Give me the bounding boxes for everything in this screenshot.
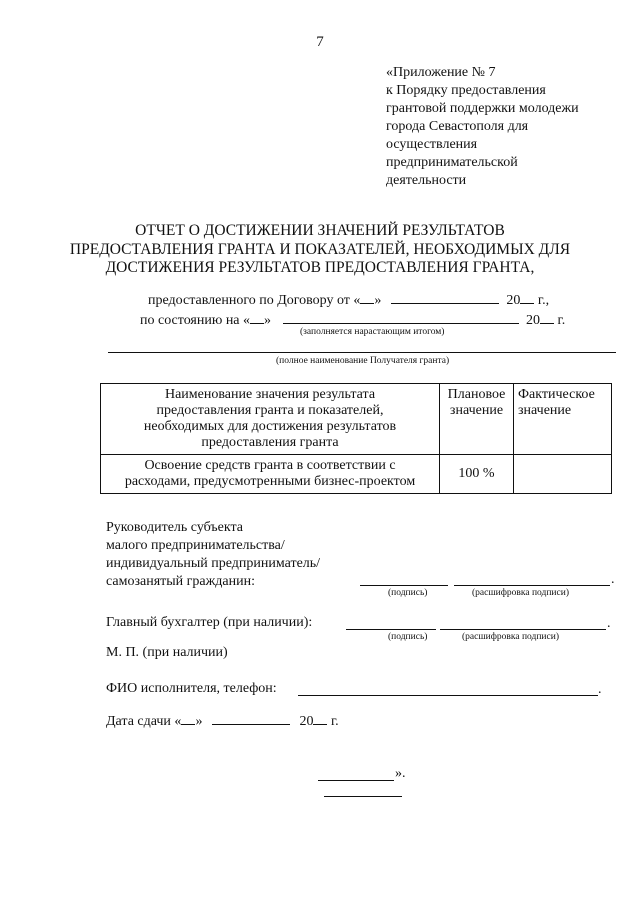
title-line: ОТЧЕТ О ДОСТИЖЕНИИ ЗНАЧЕНИЙ РЕЗУЛЬТАТОВ [135, 222, 505, 239]
contract-year-suffix: г., [537, 293, 550, 308]
header-actual [514, 384, 612, 455]
accountant-decode-field[interactable] [440, 629, 606, 630]
status-year-suffix: г. [557, 313, 566, 328]
status-year-prefix: 20 [526, 313, 541, 328]
submission-date-line [106, 711, 339, 730]
accountant-sign-label: (подпись) [388, 632, 428, 642]
contract-year-field[interactable] [520, 290, 534, 304]
row-planned-value: 100 % [440, 455, 514, 494]
appendix-line: деятельности [386, 173, 467, 188]
appendix-line: города Севастополя для [386, 119, 529, 134]
date-day-field[interactable] [181, 711, 195, 725]
document-title [0, 222, 640, 278]
head-decode-field[interactable] [454, 585, 610, 586]
header-text: Фактическое [518, 387, 595, 402]
table-row [101, 455, 612, 494]
recipient-field[interactable] [108, 352, 616, 353]
status-note: (заполняется нарастающим итогом) [300, 327, 445, 337]
status-prefix: по состоянию на « [140, 313, 251, 328]
head-signature-field[interactable] [360, 585, 448, 586]
accountant-end-dot: . [607, 616, 611, 631]
title-line: ПРЕДОСТАВЛЕНИЯ ГРАНТА И ПОКАЗАТЕЛЕЙ, НЕОБХОДИМЫХ ДЛЯ [69, 240, 571, 258]
header-planned [440, 384, 514, 455]
date-year-prefix: 20 [299, 714, 314, 729]
contract-day-field[interactable] [360, 290, 374, 304]
date-month-field[interactable] [212, 711, 290, 725]
header-text: предоставления гранта [201, 435, 339, 450]
contract-line [148, 290, 549, 309]
date-year-field[interactable] [313, 711, 327, 725]
header-text: Наименование значения результата [164, 387, 376, 402]
header-text: Плановое [447, 387, 506, 402]
head-label-line: самозанятый гражданин: [106, 574, 255, 589]
header-text: значение [449, 403, 504, 418]
head-label-line: малого предпринимательства/ [106, 538, 285, 553]
appendix-line: к Порядку предоставления [386, 83, 546, 98]
accountant-label: Главный бухгалтер (при наличии): [106, 615, 313, 630]
appendix-header [386, 64, 579, 190]
appendix-line: предпринимательской [386, 155, 518, 170]
header-indicator-name [101, 384, 440, 455]
accountant-signature-field[interactable] [346, 629, 436, 630]
accountant-decode-label: (расшифровка подписи) [462, 632, 559, 642]
closing-quote: ». [395, 766, 406, 781]
status-quote-close: » [264, 313, 272, 328]
recipient-note: (полное наименование Получателя гранта) [276, 356, 450, 366]
appendix-line: осуществления [386, 137, 478, 152]
stamp-label: М. П. (при наличии) [106, 645, 228, 660]
executor-label: ФИО исполнителя, телефон: [106, 681, 277, 696]
status-year-field[interactable] [540, 310, 554, 324]
cell-text: Освоение средств гранта в соответствии с [144, 458, 396, 473]
closing-separator [324, 796, 402, 797]
header-text: предоставления гранта и показателей, [156, 403, 384, 418]
appendix-line: грантовой поддержки молодежи [386, 101, 579, 116]
executor-end-dot: . [598, 682, 602, 697]
table-header-row [101, 384, 612, 455]
row-actual-value[interactable] [514, 455, 612, 494]
contract-month-field[interactable] [391, 290, 499, 304]
status-day-field[interactable] [250, 310, 264, 324]
head-label-line: индивидуальный предприниматель/ [106, 556, 321, 571]
executor-field[interactable] [298, 695, 598, 696]
row-indicator-name [101, 455, 440, 494]
head-signature-block [106, 519, 320, 591]
date-prefix: Дата сдачи « [106, 714, 182, 729]
header-text: значение [518, 403, 572, 418]
date-quote-close: » [195, 714, 203, 729]
cell-text: расходами, предусмотренными бизнес-проектом [124, 474, 416, 489]
title-line: ДОСТИЖЕНИЯ РЕЗУЛЬТАТОВ ПРЕДОСТАВЛЕНИЯ ГРАНТА, [105, 259, 535, 276]
head-sign-label: (подпись) [388, 588, 428, 598]
head-end-dot: . [611, 572, 615, 587]
page-number: 7 [316, 34, 324, 50]
contract-year-prefix: 20 [506, 293, 521, 308]
contract-prefix: предоставленного по Договору от « [148, 293, 361, 308]
head-decode-label: (расшифровка подписи) [472, 588, 569, 598]
header-text: необходимых для достижения результатов [143, 419, 397, 434]
contract-quote-close: » [374, 293, 382, 308]
appendix-line: «Приложение № 7 [386, 65, 496, 80]
results-table [100, 383, 612, 494]
closing-line [318, 780, 394, 781]
head-label-line: Руководитель субъекта [106, 520, 243, 535]
status-month-field[interactable] [283, 310, 519, 324]
date-year-suffix: г. [330, 714, 339, 729]
